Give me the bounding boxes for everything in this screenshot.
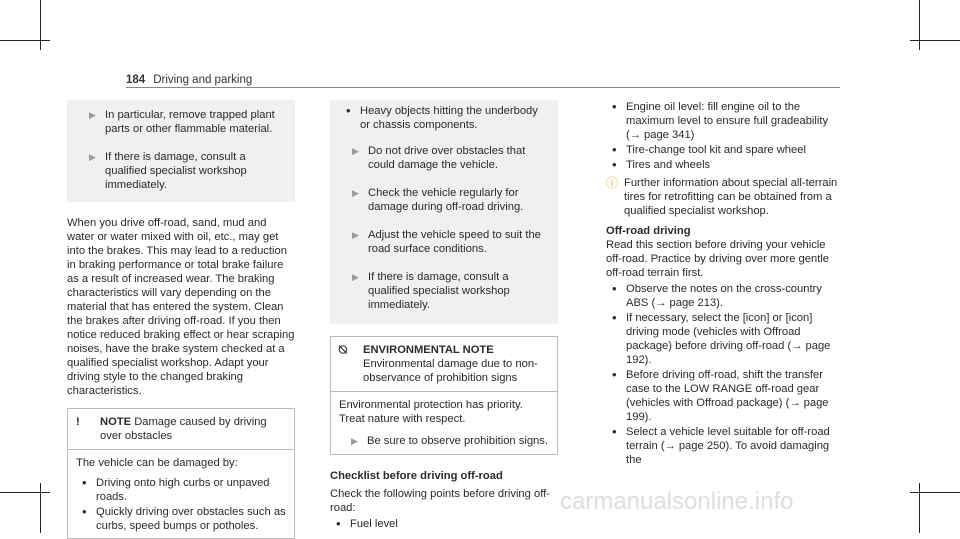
section-title: Driving and parking xyxy=(153,74,253,86)
note-intro: The vehicle can be damaged by: xyxy=(76,457,238,469)
environmental-note-box xyxy=(330,336,558,455)
list-item: • Observe the notes on the cross-country ABS (→ page 213). xyxy=(606,282,842,310)
leaf-icon: ⍉ xyxy=(339,342,347,357)
list-item: • Tire-change tool kit and spare wheel xyxy=(606,143,842,157)
watermark: carmanualsonline.info xyxy=(560,488,794,515)
warning-icon: ! xyxy=(76,416,80,428)
note-title: Damage caused by driving over obstacles xyxy=(100,416,267,442)
list-item: • Engine oil level: fill engine oil to the maximum level to ensure full gradeability (→ page 341) xyxy=(606,100,842,142)
page-number: 184 xyxy=(126,74,146,86)
environmental-note-body: Environmental protection has priority. Treat nature with respect. ▶ Be sure to observe prohibition signs. xyxy=(331,392,557,454)
list-item: • Heavy objects hitting the underbody or chassis components. xyxy=(340,104,548,132)
env-note-title: Environmental damage due to non-observance of prohibition signs xyxy=(363,358,538,384)
environmental-note-header xyxy=(331,337,557,392)
header-divider xyxy=(126,87,840,88)
arrow-icon: ▶ xyxy=(89,110,96,120)
list-item: • If necessary, select the [icon] or [icon] driving mode (vehicles with Offroad package) before driving off-road (→ page 192). xyxy=(606,311,842,367)
crop-mark xyxy=(40,0,41,50)
list-item: • Fuel level xyxy=(330,517,558,531)
column-2: • Heavy objects hitting the underbody or chassis components. ▶ Do not drive over obstacles that could damage the vehicle. ▶ Check the vehicle regularly for damage during off-road driving. ▶ Adjust the vehicle speed to suit the road surface conditions. ▶ If there is damage, consult a qualified specialist workshop immediately. ⍉ ENVIRONMENTAL NOTE Environmental damage due to non-observance of prohibition signs Environmental protection has priority. Treat nature with respect. ▶ Be sure to observe prohibition signs. Checklist before driving off-road Check the following points before driving off-road: • Fuel level xyxy=(330,100,558,532)
column-3: • Engine oil level: fill engine oil to the maximum level to ensure full gradeability (→ page 341) • Tire-change tool kit and spare wheel • Tires and wheels ⓘ Further information about special all-terrain tires for retrofitting can be obtained from a qualified specialist workshop. Off-road driving Read this section before driving your vehicle off-road. Practice by driving over more gentle off-road terrain first. • Observe the notes on the cross-country ABS (→ page 213). • If necessary, select the [icon] or [icon] driving mode (vehicles with Offroad package) before driving off-road (→ page 192). • Before driving off-road, shift the transfer case to the LOW RANGE off-road gear (vehicles with Offroad package) (→ page 199). • Select a vehicle level suitable for off-road terrain (→ page 250). To avoid damaging the xyxy=(606,100,842,468)
crop-mark xyxy=(40,483,41,533)
bullet-icon: • xyxy=(82,475,87,490)
crop-mark xyxy=(0,40,50,41)
list-item: • Before driving off-road, shift the transfer case to the LOW RANGE off-road gear (vehicles with Offroad package) (→ page 199). xyxy=(606,368,842,424)
bullet-icon: • xyxy=(612,367,617,382)
note-box xyxy=(67,408,295,539)
action-item: ▶ In particular, remove trapped plant parts or other flammable material. xyxy=(77,102,285,144)
bullet-icon: • xyxy=(612,142,617,157)
list-item: • Select a vehicle level suitable for off-road terrain (→ page 250). To avoid damaging the xyxy=(606,425,842,467)
bullet-icon: • xyxy=(346,103,351,118)
info-note: ⓘ Further information about special all-terrain tires for retrofitting can be obtained from a qualified specialist workshop. xyxy=(606,176,838,217)
crop-mark xyxy=(919,0,920,50)
note-header xyxy=(68,409,294,450)
action-item: ▶ Check the vehicle regularly for damage during off-road driving. xyxy=(340,180,548,222)
action-item: ▶ If there is damage, consult a qualified specialist workshop immediately. xyxy=(77,144,285,200)
note-body xyxy=(68,450,294,538)
section-heading: Checklist before driving off-road xyxy=(330,470,503,482)
section-heading: Off-road driving xyxy=(606,225,691,237)
bullet-icon: • xyxy=(612,281,617,296)
list-item: • Driving onto high curbs or unpaved roads. xyxy=(76,476,286,504)
env-note-label: ENVIRONMENTAL NOTE xyxy=(363,344,494,356)
bullet-icon: • xyxy=(82,504,87,519)
bullet-icon: • xyxy=(612,157,617,172)
action-item: ▶ Do not drive over obstacles that could damage the vehicle. xyxy=(340,138,548,180)
list-item: • Tires and wheels xyxy=(606,158,842,172)
damage-actions-box xyxy=(330,100,558,324)
bullet-icon: • xyxy=(612,99,617,114)
page-header xyxy=(126,73,252,87)
crop-mark xyxy=(910,492,960,493)
brake-paragraph: When you drive off-road, sand, mud and water or water mixed with oil, etc., may get into the brakes. This may lead to a reduction in braking performance or total brake failure as a result of increased wear. The braking characteristics will vary depending on the material that has entered the system. Clean the brakes after driving off-road. If you then notice reduced braking effect or hear scraping noises, have the brake system checked at a qualified specialist workshop. Adapt your driving style to the changed braking characteristics. xyxy=(67,217,295,397)
info-icon: ⓘ xyxy=(606,176,619,190)
column-1 xyxy=(67,100,295,539)
crop-mark xyxy=(0,492,50,493)
arrow-icon: ▶ xyxy=(89,152,96,162)
action-item: ▶ Be sure to observe prohibition signs. xyxy=(339,432,549,450)
arrow-icon: ▶ xyxy=(352,146,359,156)
arrow-icon: ▶ xyxy=(351,436,358,446)
bullet-icon: • xyxy=(612,424,617,439)
note-label: NOTE xyxy=(100,416,132,428)
arrow-icon: ▶ xyxy=(352,230,359,240)
arrow-icon: ▶ xyxy=(352,188,359,198)
crop-mark xyxy=(910,40,960,41)
action-item: ▶ If there is damage, consult a qualified specialist workshop immediately. xyxy=(340,264,548,320)
action-item: ▶ Adjust the vehicle speed to suit the road surface conditions. xyxy=(340,222,548,264)
arrow-icon: ▶ xyxy=(352,272,359,282)
bullet-icon: • xyxy=(336,516,341,531)
bullet-icon: • xyxy=(612,310,617,325)
list-item: • Quickly driving over obstacles such as curbs, speed bumps or potholes. xyxy=(76,505,286,533)
crop-mark xyxy=(919,483,920,533)
warning-actions-box xyxy=(67,100,295,202)
